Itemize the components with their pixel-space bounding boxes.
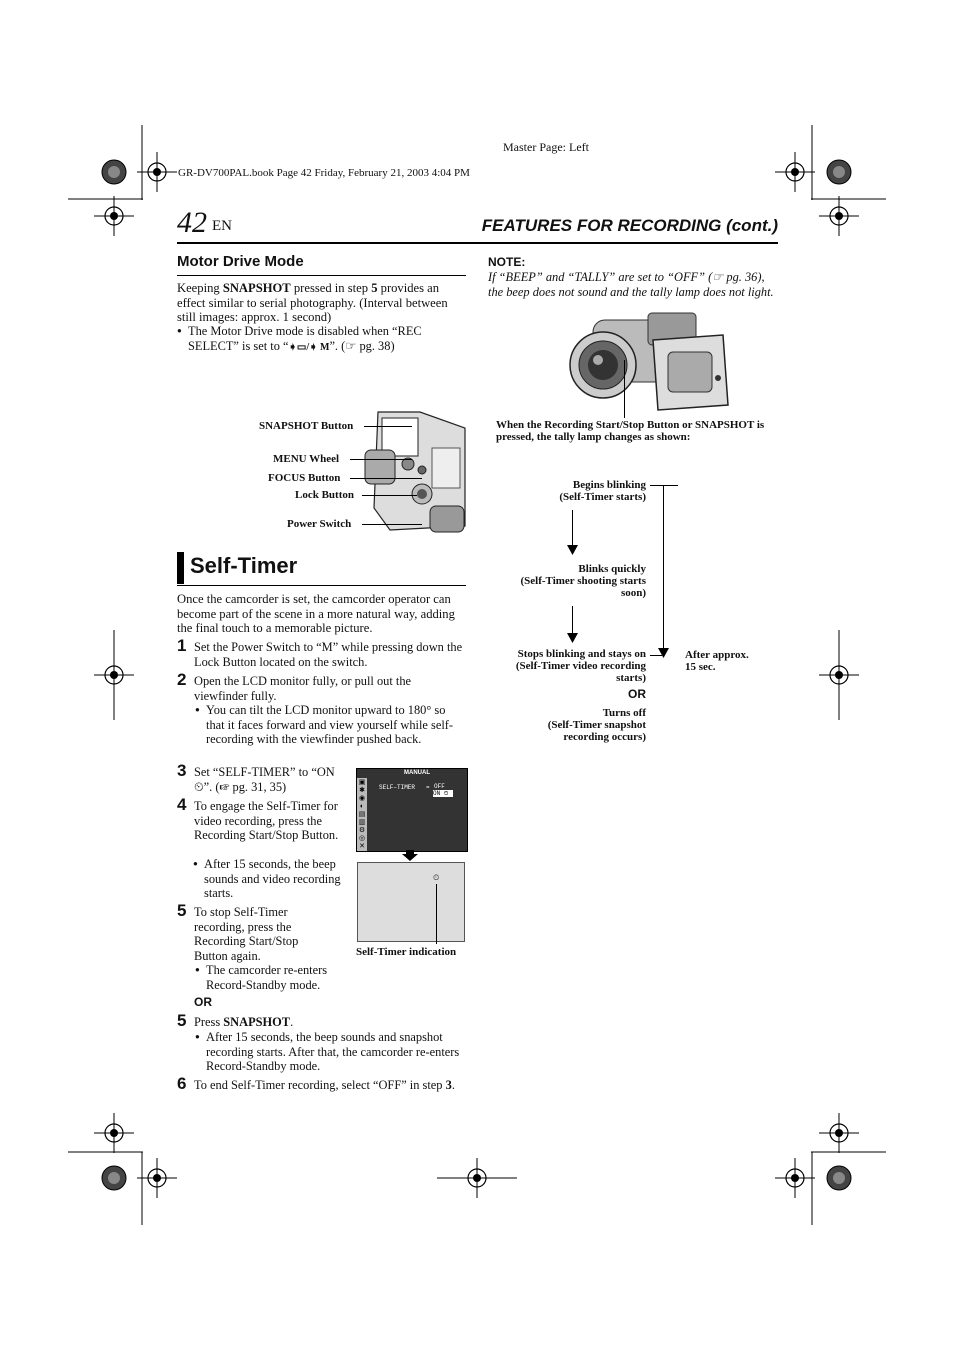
step-4-text: To engage the Self-Timer for video recording, press the Recording Start/Stop Button.	[194, 799, 339, 843]
focus-button-label: FOCUS Button	[268, 472, 341, 484]
tally-bracket-bottom	[650, 655, 662, 656]
note-heading: NOTE:	[488, 255, 526, 269]
step-6-text: To end Self-Timer recording, select “OFF” in step 3.	[194, 1078, 455, 1092]
motor-drive-bullet: ● The Motor Drive mode is disabled when “REC SELECT” is set to “➧▭/➧ M”. (☞ pg. 38)	[188, 324, 465, 355]
viewfinder-screen	[357, 862, 465, 942]
self-timer-indication-label: Self-Timer indication	[356, 946, 457, 958]
tally-state-stays-on: Stops blinking and stays on (Self-Timer video recording starts)	[515, 648, 646, 684]
tally-state-begins: Begins blinking (Self-Timer starts)	[559, 479, 646, 503]
lock-leader	[362, 495, 417, 496]
step-2-bullet: ● You can tilt the LCD monitor upward to 180° so that it faces forward and view yourself while self-recording with the viewfinder pushed back.	[206, 703, 466, 747]
lock-button-label: Lock Button	[295, 489, 354, 501]
tally-bracket-arrow	[658, 648, 670, 660]
page-number: 42	[177, 206, 207, 239]
step-4-number: 4	[177, 795, 187, 814]
menu-value-on[interactable]: ON ⏲	[433, 790, 453, 797]
rec-select-icons: ➧▭/➧ M	[288, 341, 330, 353]
tally-arrow-2-head	[567, 633, 579, 645]
menu-screen-title: MANUAL	[404, 770, 430, 776]
step-2-number: 2	[177, 670, 187, 689]
step-6-number: 6	[177, 1074, 187, 1093]
power-leader	[362, 524, 422, 525]
step-3-number: 3	[177, 761, 187, 780]
master-page-label: Master Page: Left	[503, 140, 589, 154]
tally-caption: When the Recording Start/Stop Button or SNAPSHOT is pressed, the tally lamp changes as shown:	[496, 419, 765, 443]
snapshot-leader	[364, 426, 412, 427]
motor-drive-paragraph: Keeping SNAPSHOT pressed in step 5 provides an effect similar to serial photography. (Interval between still images: approx. 1 second)	[177, 281, 448, 325]
menu-item-label: SELF–TIMER	[379, 784, 416, 791]
indicator-leader	[436, 884, 437, 944]
menu-item-separator: =	[426, 784, 430, 791]
self-timer-intro: Once the camcorder is set, the camcorder operator can become part of the scene in a more natural way, adding the final touch to a memorable picture.	[177, 592, 455, 636]
snapshot-button-label: SNAPSHOT Button	[259, 420, 354, 432]
file-info-line: GR-DV700PAL.book Page 42 Friday, February 21, 2003 4:04 PM	[178, 167, 470, 179]
step-4-bullet: ● After 15 seconds, the beep sounds and video recording starts.	[204, 857, 344, 901]
screen-transition-arrow	[402, 850, 418, 862]
step-1-text: Set the Power Switch to “M” while pressing down the Lock Button located on the switch.	[194, 640, 463, 669]
tally-after-time: After approx. 15 sec.	[685, 649, 749, 673]
section-title: FEATURES FOR RECORDING (cont.)	[481, 216, 778, 235]
tally-pointer-line	[624, 360, 625, 418]
step-5b-number: 5	[177, 1011, 187, 1030]
self-timer-rule	[177, 585, 466, 586]
tally-bracket-top	[650, 485, 678, 486]
step-5-text: To stop Self-Timer recording, press the Recording Start/Stop Button again.	[194, 905, 299, 963]
self-timer-heading: Self-Timer	[190, 553, 298, 578]
step-3-text: Set “SELF-TIMER” to “ON ⏲”. (☞ pg. 31, 35)	[194, 765, 335, 794]
motor-drive-heading: Motor Drive Mode	[177, 253, 304, 270]
step-5-number: 5	[177, 901, 187, 920]
tally-or: OR	[628, 687, 646, 701]
page-header	[177, 206, 778, 244]
self-timer-indicator-icon: ⏲	[433, 873, 440, 882]
tally-state-blinks-quickly: Blinks quickly (Self-Timer shooting starts soon)	[520, 563, 646, 599]
tally-arrow-1-head	[567, 545, 579, 557]
page-lang: EN	[212, 218, 232, 234]
tally-arrow-1-shaft	[572, 510, 573, 546]
menu-wheel-label: MENU Wheel	[273, 453, 340, 465]
step-5-or: OR	[194, 995, 212, 1009]
focus-leader	[350, 478, 422, 479]
power-switch-label: Power Switch	[287, 518, 352, 530]
menu-wheel-leader	[350, 459, 412, 460]
header-rule	[177, 242, 778, 244]
motor-drive-rule	[177, 275, 466, 276]
step-2-text: Open the LCD monitor fully, or pull out the viewfinder fully.	[194, 674, 412, 703]
step-1-number: 1	[177, 636, 187, 655]
self-timer-heading-bar	[177, 552, 184, 584]
step-5-bullet: ● The camcorder re-enters Record-Standby mode.	[206, 963, 346, 992]
tally-bracket-vertical	[663, 485, 664, 652]
step-5b-bullet: ● After 15 seconds, the beep sounds and snapshot recording starts. After that, the camcorder re-enters Record-Standby mode.	[206, 1030, 466, 1074]
tally-state-turns-off: Turns off (Self-Timer snapshot recording occurs)	[547, 707, 646, 743]
tally-arrow-2-shaft	[572, 606, 573, 634]
menu-icon-column: ▣ ✱ ◉ ◐ ▤ ▥ ⚙ ◎ ✕	[358, 778, 366, 850]
note-text: If “BEEP” and “TALLY” are set to “OFF” (☞ pg. 36), the beep does not sound and the tally lamp does not light.	[488, 270, 774, 299]
step-5b-text: Press SNAPSHOT.	[194, 1015, 294, 1029]
menu-value-off[interactable]: OFF	[434, 783, 445, 790]
camcorder-illustration	[568, 310, 730, 416]
menu-screen	[356, 768, 468, 852]
